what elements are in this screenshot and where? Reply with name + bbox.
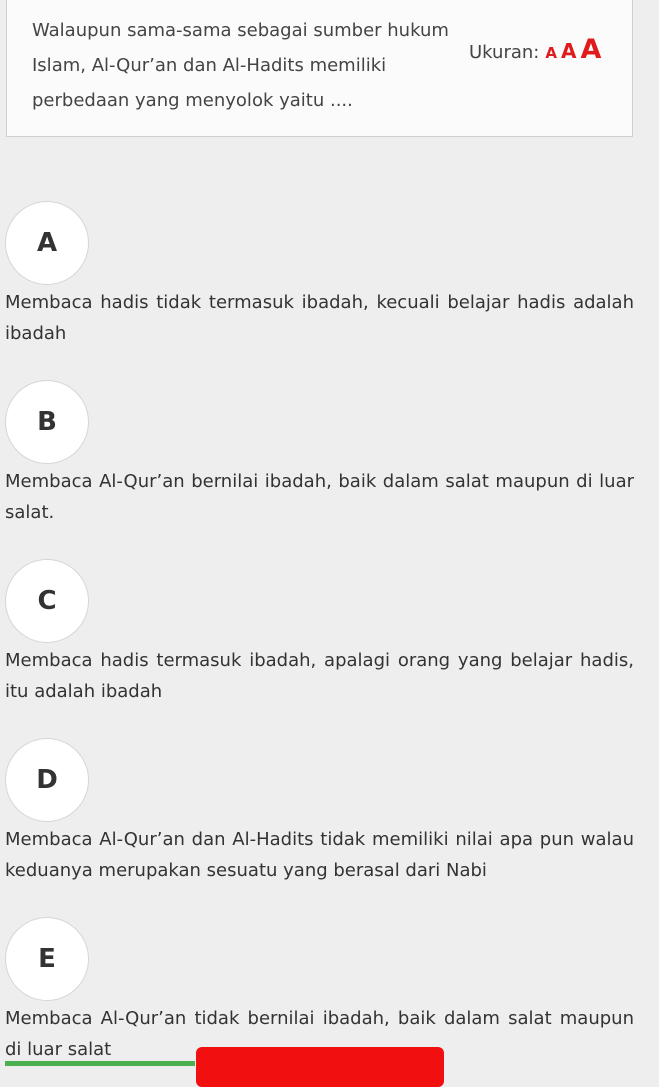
option-d-text: Membaca Al-Qur’an dan Al-Hadits tidak memiliki nilai apa pun walau keduanya merupakan sesuatu yang berasal dari Nabi: [5, 829, 634, 881]
question-text: Walaupun sama-sama sebagai sumber hukum Islam, Al-Qur’an dan Al-Hadits memiliki perbedaan yang menyolok yaitu ....: [32, 20, 449, 111]
question-card: [6, 0, 633, 137]
progress-bar: [5, 1061, 195, 1066]
option-e-letter-button[interactable]: E: [5, 917, 89, 1001]
option-c-letter-button[interactable]: C: [5, 559, 89, 643]
option-b-text: Membaca Al-Qur’an bernilai ibadah, baik dalam salat maupun di luar salat.: [5, 471, 634, 523]
option-d-letter-button[interactable]: D: [5, 738, 89, 822]
option-b-letter-button[interactable]: B: [5, 380, 89, 464]
font-size-large-button[interactable]: A: [580, 34, 602, 65]
option-e-text: Membaca Al-Qur’an tidak bernilai ibadah, baik dalam salat maupun di luar salat: [5, 1008, 634, 1060]
action-button[interactable]: [196, 1047, 444, 1087]
font-size-label: Ukuran:: [469, 42, 540, 63]
font-size-small-button[interactable]: A: [545, 44, 557, 62]
option-c-text: Membaca hadis termasuk ibadah, apalagi orang yang belajar hadis, itu adalah ibadah: [5, 650, 634, 702]
option-a-text: Membaca hadis tidak termasuk ibadah, kecuali belajar hadis adalah ibadah: [5, 292, 634, 344]
font-size-medium-button[interactable]: A: [560, 39, 577, 63]
option-a-letter-button[interactable]: A: [5, 201, 89, 285]
font-size-control: [469, 36, 605, 63]
